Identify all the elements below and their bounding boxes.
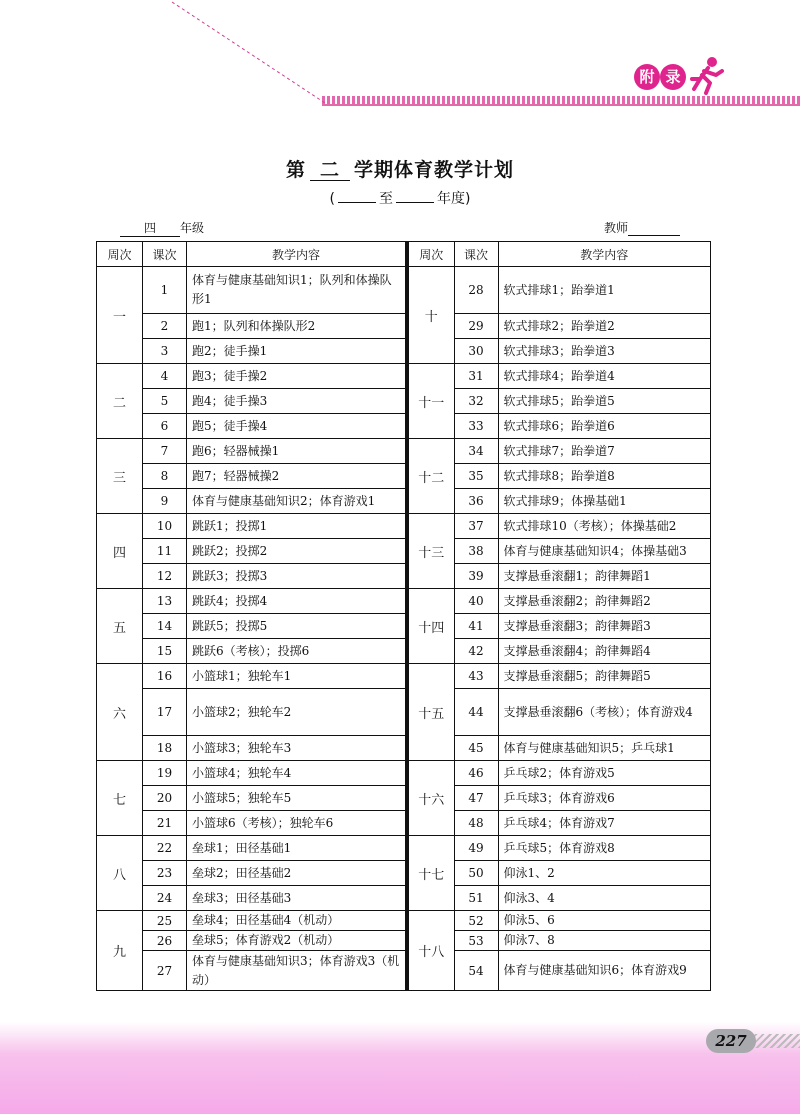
lesson-number-cell: 24 xyxy=(143,886,187,911)
lesson-number-cell: 26 xyxy=(143,931,187,951)
col-content: 教学内容 xyxy=(498,242,711,267)
table-row xyxy=(97,931,407,951)
lesson-number-cell: 39 xyxy=(454,564,498,589)
lesson-number-cell: 46 xyxy=(454,761,498,786)
lesson-number-cell: 37 xyxy=(454,514,498,539)
lesson-content-cell: 体育与健康基础知识6；体育游戏9 xyxy=(498,951,711,991)
lesson-content-cell: 小篮球2；独轮车2 xyxy=(187,689,407,736)
lesson-content-cell: 软式排球6；跆拳道6 xyxy=(498,414,711,439)
week-cell: 十五 xyxy=(408,664,454,761)
lesson-content-cell: 乒乓球4；体育游戏7 xyxy=(498,811,711,836)
lesson-number-cell: 10 xyxy=(143,514,187,539)
teacher-label: 教师 xyxy=(604,221,629,235)
week-cell: 三 xyxy=(97,439,143,514)
lesson-content-cell: 软式排球7；跆拳道7 xyxy=(498,439,711,464)
lesson-number-cell: 29 xyxy=(454,314,498,339)
week-cell: 四 xyxy=(97,514,143,589)
lesson-number-cell: 53 xyxy=(454,931,498,951)
lesson-number-cell: 23 xyxy=(143,861,187,886)
table-row xyxy=(408,267,711,314)
appendix-badge-2: 录 xyxy=(660,64,686,90)
table-row xyxy=(408,786,711,811)
lesson-number-cell: 18 xyxy=(143,736,187,761)
lesson-content-cell: 仰泳7、8 xyxy=(498,931,711,951)
plan-table-right xyxy=(407,241,711,991)
table-row xyxy=(408,639,711,664)
table-row xyxy=(97,886,407,911)
lesson-number-cell: 41 xyxy=(454,614,498,639)
lesson-content-cell: 小篮球5；独轮车5 xyxy=(187,786,407,811)
lesson-content-cell: 支撑悬垂滚翻6（考核）；体育游戏4 xyxy=(498,689,711,736)
lesson-content-cell: 垒球5；体育游戏2（机动） xyxy=(187,931,407,951)
table-row xyxy=(97,614,407,639)
title-prefix: 第 xyxy=(285,159,306,181)
header-band xyxy=(322,96,800,104)
lesson-number-cell: 47 xyxy=(454,786,498,811)
table-row xyxy=(97,689,407,736)
page-title xyxy=(0,155,800,182)
lesson-number-cell: 1 xyxy=(143,267,187,314)
lesson-content-cell: 仰泳3、4 xyxy=(498,886,711,911)
week-cell: 十三 xyxy=(408,514,454,589)
lesson-number-cell: 22 xyxy=(143,836,187,861)
lesson-content-cell: 体育与健康基础知识4；体操基础3 xyxy=(498,539,711,564)
lesson-content-cell: 跑1；队列和体操队形2 xyxy=(187,314,407,339)
table-row xyxy=(408,861,711,886)
table-row xyxy=(408,886,711,911)
lesson-number-cell: 40 xyxy=(454,589,498,614)
lesson-number-cell: 43 xyxy=(454,664,498,689)
week-cell: 十 xyxy=(408,267,454,364)
lesson-content-cell: 软式排球8；跆拳道8 xyxy=(498,464,711,489)
table-row xyxy=(97,589,407,614)
teacher-blank xyxy=(628,223,680,236)
table-row xyxy=(408,464,711,489)
lesson-content-cell: 跳跃3；投掷3 xyxy=(187,564,407,589)
table-row xyxy=(97,761,407,786)
lesson-content-cell: 跑4；徒手操3 xyxy=(187,389,407,414)
table-row xyxy=(97,664,407,689)
lesson-number-cell: 38 xyxy=(454,539,498,564)
lesson-number-cell: 5 xyxy=(143,389,187,414)
lesson-content-cell: 软式排球1；跆拳道1 xyxy=(498,267,711,314)
lesson-number-cell: 30 xyxy=(454,339,498,364)
lesson-content-cell: 垒球1；田径基础1 xyxy=(187,836,407,861)
col-week: 周次 xyxy=(408,242,454,267)
lesson-content-cell: 支撑悬垂滚翻3；韵律舞蹈3 xyxy=(498,614,711,639)
lesson-content-cell: 跑2；徒手操1 xyxy=(187,339,407,364)
lesson-content-cell: 体育与健康基础知识1；队列和体操队形1 xyxy=(187,267,407,314)
title-suffix: 学期体育教学计划 xyxy=(354,159,515,181)
col-lesson: 课次 xyxy=(454,242,498,267)
week-cell: 十八 xyxy=(408,911,454,991)
table-row xyxy=(408,911,711,931)
week-cell: 十二 xyxy=(408,439,454,514)
lesson-number-cell: 32 xyxy=(454,389,498,414)
lesson-content-cell: 软式排球2；跆拳道2 xyxy=(498,314,711,339)
table-row xyxy=(408,514,711,539)
table-row xyxy=(97,489,407,514)
lesson-content-cell: 跑3；徒手操2 xyxy=(187,364,407,389)
lesson-content-cell: 软式排球10（考核）；体操基础2 xyxy=(498,514,711,539)
lesson-number-cell: 14 xyxy=(143,614,187,639)
lesson-content-cell: 乒乓球3；体育游戏6 xyxy=(498,786,711,811)
table-row xyxy=(408,664,711,689)
table-row xyxy=(97,364,407,389)
lesson-number-cell: 48 xyxy=(454,811,498,836)
lesson-number-cell: 31 xyxy=(454,364,498,389)
table-row xyxy=(97,861,407,886)
lesson-content-cell: 体育与健康基础知识3；体育游戏3（机动） xyxy=(187,951,407,991)
lesson-number-cell: 3 xyxy=(143,339,187,364)
lesson-number-cell: 34 xyxy=(454,439,498,464)
lesson-content-cell: 跳跃5；投掷5 xyxy=(187,614,407,639)
lesson-number-cell: 7 xyxy=(143,439,187,464)
lesson-number-cell: 50 xyxy=(454,861,498,886)
table-row xyxy=(408,811,711,836)
table-row xyxy=(97,951,407,991)
lesson-content-cell: 乒乓球5；体育游戏8 xyxy=(498,836,711,861)
table-row xyxy=(408,364,711,389)
week-cell: 十六 xyxy=(408,761,454,836)
table-row xyxy=(408,539,711,564)
lesson-number-cell: 42 xyxy=(454,639,498,664)
lesson-content-cell: 跳跃6（考核）；投掷6 xyxy=(187,639,407,664)
lesson-number-cell: 45 xyxy=(454,736,498,761)
lesson-content-cell: 跳跃1；投掷1 xyxy=(187,514,407,539)
lesson-content-cell: 支撑悬垂滚翻2；韵律舞蹈2 xyxy=(498,589,711,614)
teacher-line xyxy=(604,219,680,236)
lesson-number-cell: 19 xyxy=(143,761,187,786)
week-cell: 十一 xyxy=(408,364,454,439)
lesson-number-cell: 6 xyxy=(143,414,187,439)
table-row xyxy=(97,389,407,414)
week-cell: 五 xyxy=(97,589,143,664)
footer-band xyxy=(0,1022,800,1114)
subtitle-middle: 至 xyxy=(379,191,393,207)
decorative-dotted-line xyxy=(170,0,330,105)
lesson-number-cell: 27 xyxy=(143,951,187,991)
appendix-badge-1: 附 xyxy=(634,64,660,90)
table-row xyxy=(408,589,711,614)
lesson-number-cell: 25 xyxy=(143,911,187,931)
year-start-blank xyxy=(338,190,376,203)
table-row xyxy=(408,931,711,951)
lesson-number-cell: 11 xyxy=(143,539,187,564)
table-row xyxy=(408,614,711,639)
lesson-content-cell: 仰泳5、6 xyxy=(498,911,711,931)
table-row xyxy=(97,339,407,364)
lesson-content-cell: 垒球3；田径基础3 xyxy=(187,886,407,911)
lesson-content-cell: 小篮球6（考核）；独轮车6 xyxy=(187,811,407,836)
lesson-number-cell: 15 xyxy=(143,639,187,664)
col-week: 周次 xyxy=(97,242,143,267)
lesson-content-cell: 软式排球3；跆拳道3 xyxy=(498,339,711,364)
table-row xyxy=(408,414,711,439)
header-band-line xyxy=(322,104,800,106)
table-row xyxy=(408,836,711,861)
table-row xyxy=(97,514,407,539)
lesson-content-cell: 软式排球5；跆拳道5 xyxy=(498,389,711,414)
week-cell: 一 xyxy=(97,267,143,364)
table-header-row xyxy=(408,242,711,267)
lesson-number-cell: 36 xyxy=(454,489,498,514)
school-year xyxy=(0,188,800,208)
col-lesson: 课次 xyxy=(143,242,187,267)
lesson-number-cell: 20 xyxy=(143,786,187,811)
plan-table-left xyxy=(96,241,407,991)
lesson-content-cell: 跳跃2；投掷2 xyxy=(187,539,407,564)
semester-value: 二 xyxy=(310,160,350,181)
table-row xyxy=(97,786,407,811)
table-row xyxy=(97,414,407,439)
week-cell: 十七 xyxy=(408,836,454,911)
lesson-content-cell: 仰泳1、2 xyxy=(498,861,711,886)
lesson-number-cell: 21 xyxy=(143,811,187,836)
lesson-content-cell: 小篮球1；独轮车1 xyxy=(187,664,407,689)
lesson-number-cell: 12 xyxy=(143,564,187,589)
lesson-number-cell: 16 xyxy=(143,664,187,689)
lesson-content-cell: 体育与健康基础知识5；乒乓球1 xyxy=(498,736,711,761)
lesson-content-cell: 支撑悬垂滚翻5；韵律舞蹈5 xyxy=(498,664,711,689)
table-row xyxy=(97,811,407,836)
lesson-content-cell: 垒球2；田径基础2 xyxy=(187,861,407,886)
table-row xyxy=(97,911,407,931)
lesson-content-cell: 垒球4；田径基础4（机动） xyxy=(187,911,407,931)
subtitle-suffix: 年度) xyxy=(437,191,471,207)
lesson-content-cell: 支撑悬垂滚翻4；韵律舞蹈4 xyxy=(498,639,711,664)
week-cell: 九 xyxy=(97,911,143,991)
table-row xyxy=(97,836,407,861)
lesson-number-cell: 49 xyxy=(454,836,498,861)
table-row xyxy=(408,689,711,736)
table-row xyxy=(97,314,407,339)
lesson-content-cell: 小篮球4；独轮车4 xyxy=(187,761,407,786)
lesson-content-cell: 支撑悬垂滚翻1；韵律舞蹈1 xyxy=(498,564,711,589)
grade-label: 年级 xyxy=(180,221,205,235)
lesson-content-cell: 跑7；轻器械操2 xyxy=(187,464,407,489)
table-header-row xyxy=(97,242,407,267)
table-row xyxy=(408,389,711,414)
lesson-number-cell: 9 xyxy=(143,489,187,514)
week-cell: 八 xyxy=(97,836,143,911)
lesson-number-cell: 44 xyxy=(454,689,498,736)
week-cell: 十四 xyxy=(408,589,454,664)
lesson-content-cell: 跑5；徒手操4 xyxy=(187,414,407,439)
week-cell: 二 xyxy=(97,364,143,439)
lesson-number-cell: 2 xyxy=(143,314,187,339)
table-row xyxy=(408,314,711,339)
page-number: 227 xyxy=(706,1029,756,1053)
lesson-number-cell: 52 xyxy=(454,911,498,931)
lesson-content-cell: 跳跃4；投掷4 xyxy=(187,589,407,614)
table-row xyxy=(408,339,711,364)
table-row xyxy=(408,951,711,991)
lesson-number-cell: 4 xyxy=(143,364,187,389)
lesson-number-cell: 28 xyxy=(454,267,498,314)
grade-value: 四 xyxy=(120,219,180,237)
lesson-number-cell: 35 xyxy=(454,464,498,489)
lesson-number-cell: 33 xyxy=(454,414,498,439)
lesson-number-cell: 13 xyxy=(143,589,187,614)
runner-icon xyxy=(684,55,724,95)
lesson-number-cell: 8 xyxy=(143,464,187,489)
table-row xyxy=(97,464,407,489)
grade-line xyxy=(120,219,204,237)
table-row xyxy=(408,761,711,786)
lesson-content-cell: 乒乓球2；体育游戏5 xyxy=(498,761,711,786)
lesson-number-cell: 17 xyxy=(143,689,187,736)
table-row xyxy=(97,439,407,464)
lesson-content-cell: 小篮球3；独轮车3 xyxy=(187,736,407,761)
year-end-blank xyxy=(396,190,434,203)
table-row xyxy=(97,736,407,761)
table-row xyxy=(97,564,407,589)
subtitle-open: ( xyxy=(329,191,335,207)
table-row xyxy=(408,489,711,514)
lesson-content-cell: 跑6；轻器械操1 xyxy=(187,439,407,464)
table-row xyxy=(408,439,711,464)
table-row xyxy=(97,539,407,564)
lesson-content-cell: 软式排球4；跆拳道4 xyxy=(498,364,711,389)
week-cell: 七 xyxy=(97,761,143,836)
table-row xyxy=(408,564,711,589)
lesson-content-cell: 体育与健康基础知识2；体育游戏1 xyxy=(187,489,407,514)
col-content: 教学内容 xyxy=(187,242,407,267)
week-cell: 六 xyxy=(97,664,143,761)
table-row xyxy=(408,736,711,761)
lesson-content-cell: 软式排球9；体操基础1 xyxy=(498,489,711,514)
lesson-number-cell: 51 xyxy=(454,886,498,911)
lesson-number-cell: 54 xyxy=(454,951,498,991)
table-row xyxy=(97,639,407,664)
table-row xyxy=(97,267,407,314)
